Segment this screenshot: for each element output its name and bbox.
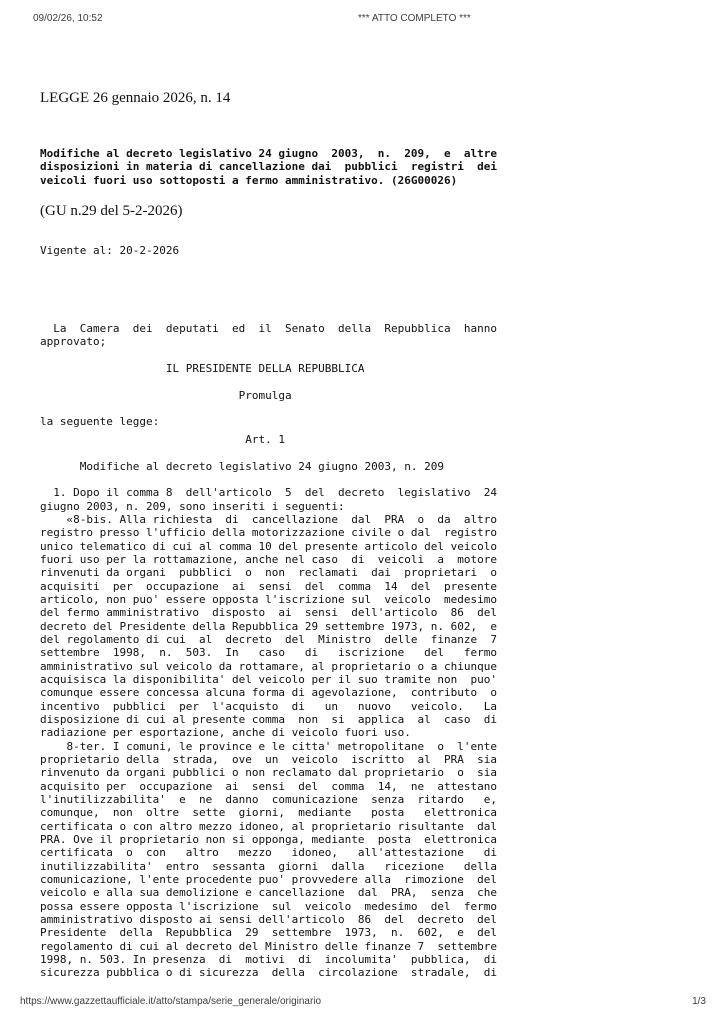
text-line: decreto del Presidente della Repubblica 29 settembre 1973, n. 602, e xyxy=(40,619,497,633)
text-line: sicurezza pubblica o di sicurezza della circolazione stradale, di xyxy=(40,966,497,980)
text-line: giugno 2003, n. 209, sono inseriti i seguenti: xyxy=(40,499,345,513)
print-header-title: *** ATTO COMPLETO *** xyxy=(358,13,471,24)
validity-note: Vigente al: 20-2-2026 xyxy=(40,244,180,257)
text-line: IL PRESIDENTE DELLA REPUBBLICA xyxy=(40,361,365,375)
text-line: amministrativo sul veicolo da rottamare, al proprietario o a chiunque xyxy=(40,659,497,673)
text-line: veicoli fuori uso sottoposti a fermo amministrativo. (26G00026) xyxy=(40,173,458,187)
text-line: certificata o con altro mezzo idoneo, al proprietario risultante dal xyxy=(40,819,497,833)
text-line: disposizione di cui al presente comma non si applica al caso di xyxy=(40,713,497,727)
text-line: la seguente legge: xyxy=(40,415,160,429)
text-line: regolamento di cui al decreto del Ministro delle finanze 7 settembre xyxy=(40,939,497,953)
text-line: rinvenuto da organi pubblici o non reclamato dal proprietario o sia xyxy=(40,766,497,780)
page-number: 1/3 xyxy=(692,996,706,1007)
preamble xyxy=(40,322,510,429)
text-line: proprietario della strada, ove un veicolo iscritto al PRA sia xyxy=(40,753,497,766)
text-line: approvato; xyxy=(40,335,107,349)
article-heading: Art. 1 xyxy=(40,433,286,447)
text-line: Modifiche al decreto legislativo 24 giugno 2003, n. 209, e altre xyxy=(40,147,497,160)
text-line: fuori uso per la rottamazione, anche nel caso di veicoli a motore xyxy=(40,553,497,567)
law-body xyxy=(40,322,510,980)
text-line: La Camera dei deputati ed il Senato della Repubblica hanno xyxy=(40,322,497,335)
text-line: radiazione per esportazione, anche di veicolo fuori uso. xyxy=(40,726,411,740)
text-line: amministrativo disposto ai sensi dell'articolo 86 del decreto del xyxy=(40,912,497,926)
print-footer xyxy=(0,996,724,1010)
text-line: del regolamento di cui al decreto del Ministro delle finanze 7 xyxy=(40,633,497,647)
text-line: comunicazione, l'ente procedente puo' provvedere alla rimozione del xyxy=(40,872,497,886)
text-line xyxy=(40,349,510,362)
text-line: veicolo e alla sua demolizione e cancellazione dal PRA, senza che xyxy=(40,886,497,900)
text-line: incentivo pubblici per l'acquisto di un nuovo veicolo. La xyxy=(40,699,497,713)
text-line: comunque essere concessa alcuna forma di agevolazione, contributo o xyxy=(40,686,497,700)
text-line: acquisito per occupazione ai sensi del comma 14, ne attestano xyxy=(40,779,497,793)
text-line: articolo, non puo' essere opposta l'iscrizione sul veicolo medesimo xyxy=(40,593,497,607)
law-title: LEGGE 26 gennaio 2026, n. 14 xyxy=(40,90,231,106)
text-line: Presidente della Repubblica 29 settembre 1973, n. 602, e del xyxy=(40,926,497,940)
text-line: 8-ter. I comuni, le province e le citta' metropolitane o l'ente xyxy=(40,739,497,753)
text-line: settembre 1998, n. 503. In caso di iscrizione del fermo xyxy=(40,646,497,660)
print-url: https://www.gazzettaufficiale.it/atto/stampa/serie_generale/originario xyxy=(20,996,322,1007)
text-line: unico telematico di cui al comma 10 del presente articolo del veicolo xyxy=(40,539,497,553)
text-line: Modifiche al decreto legislativo 24 giugno 2003, n. 209 xyxy=(40,459,444,473)
text-line xyxy=(40,446,510,459)
text-line: inutilizzabilita' entro sessanta giorni dalla ricezione della xyxy=(40,859,497,873)
law-abstract xyxy=(40,147,497,187)
text-line: acquisisca la disponibilita' del veicolo per il suo tramite non puo' xyxy=(40,673,497,687)
print-datetime: 09/02/26, 10:52 xyxy=(33,13,103,24)
article-text xyxy=(40,446,510,979)
text-line: «8-bis. Alla richiesta di cancellazione dal PRA o da altro xyxy=(40,513,497,527)
text-line xyxy=(40,402,510,415)
text-line: acquisiti per occupazione ai sensi del comma 14 del presente xyxy=(40,579,497,593)
text-line: registro presso l'ufficio della motorizzazione civile o dal registro xyxy=(40,526,497,540)
text-line: l'inutilizzabilita' e ne danno comunicazione senza ritardo e, xyxy=(40,792,497,806)
gu-reference: (GU n.29 del 5-2-2026) xyxy=(40,203,183,219)
text-line: possa essere opposta l'iscrizione sul veicolo medesimo del fermo xyxy=(40,899,497,913)
text-line: rinvenuti da organi pubblici o non reclamati dai proprietari o xyxy=(40,566,497,580)
text-line: Promulga xyxy=(40,388,292,402)
text-line: certificata o con altro mezzo idoneo, all'attestazione di xyxy=(40,846,497,860)
text-line: disposizioni in materia di cancellazione dai pubblici registri dei xyxy=(40,160,497,174)
print-header xyxy=(0,13,724,27)
text-line: comunque, non oltre sette giorni, mediante posta elettronica xyxy=(40,806,497,820)
text-line: 1998, n. 503. In presenza di motivi di incolumita' pubblica, di xyxy=(40,952,497,966)
text-line xyxy=(40,375,510,388)
text-line: PRA. Ove il proprietario non si opponga, mediante posta elettronica xyxy=(40,832,497,846)
text-line: 1. Dopo il comma 8 dell'articolo 5 del decreto legislativo 24 xyxy=(40,486,497,500)
text-line: del fermo amministrativo disposto ai sensi dell'articolo 86 del xyxy=(40,606,497,620)
text-line xyxy=(40,473,510,486)
